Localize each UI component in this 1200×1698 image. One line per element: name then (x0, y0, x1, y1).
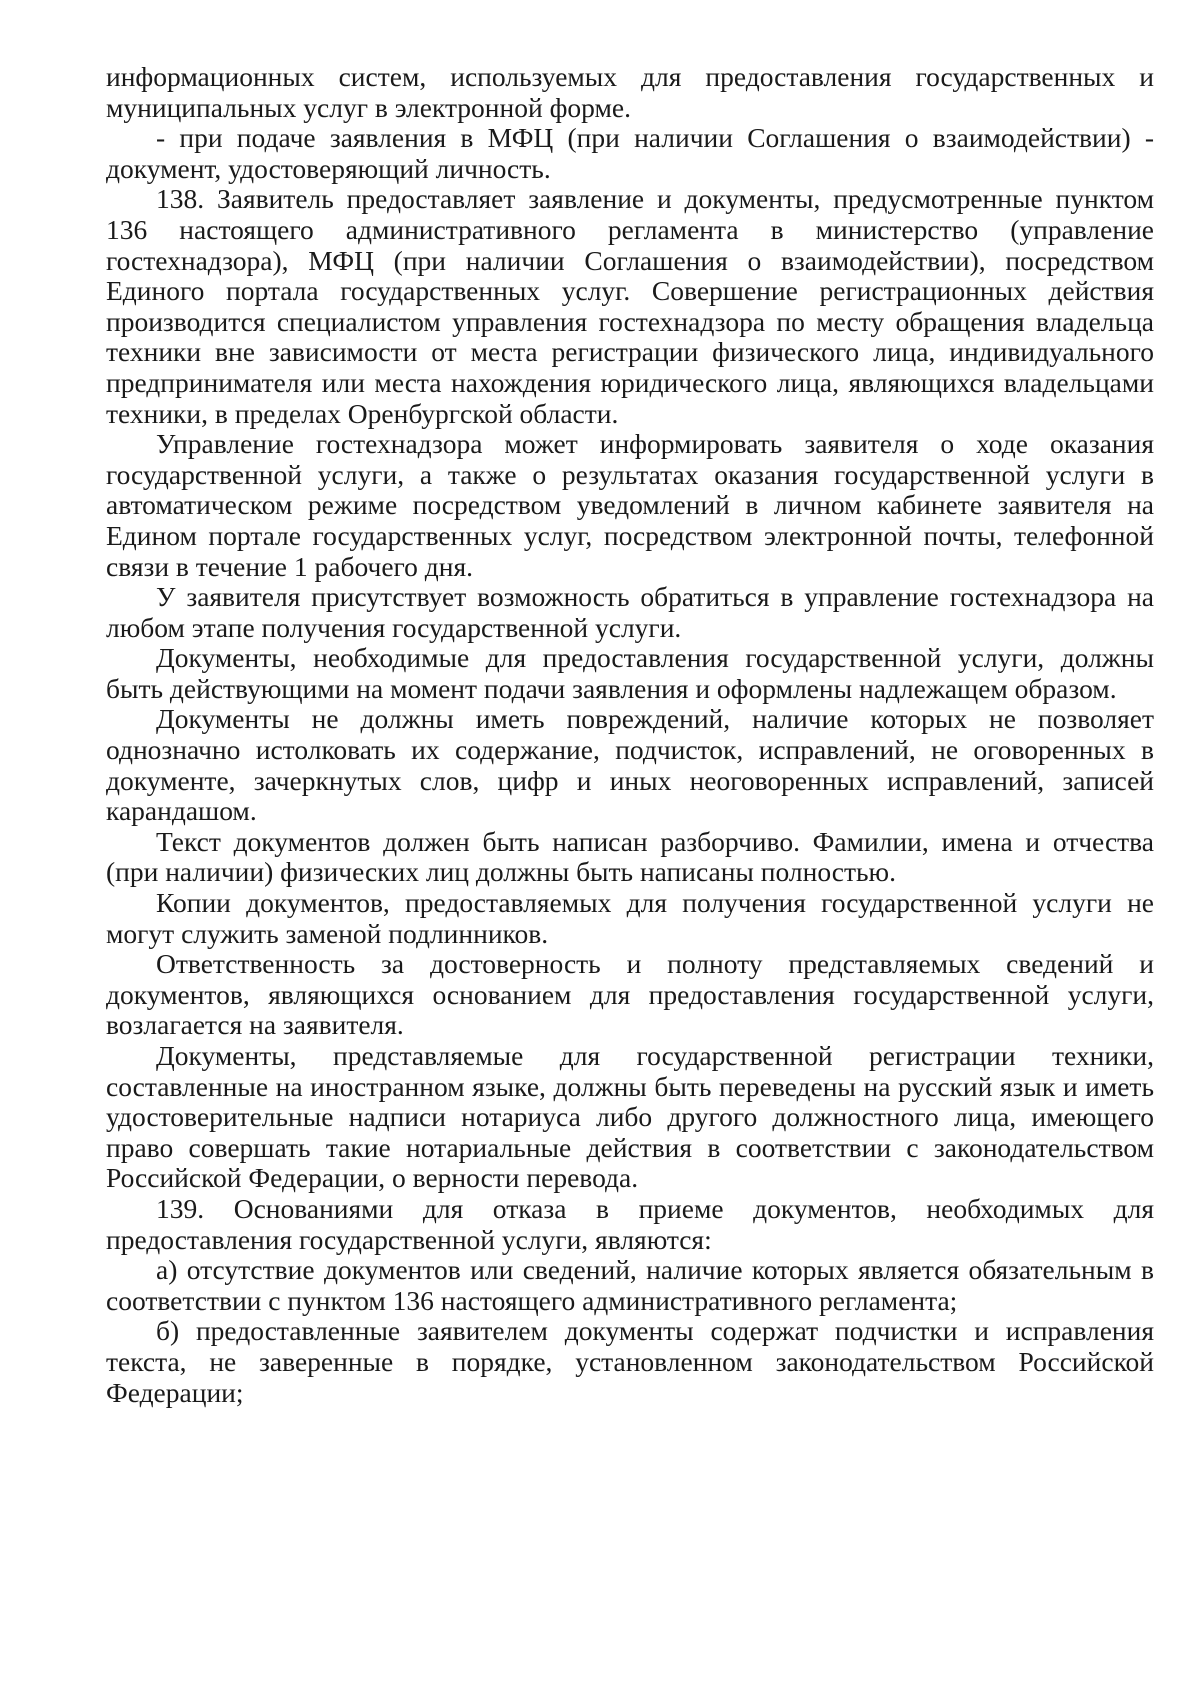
paragraph-no-damage: Документы не должны иметь повреждений, наличие которых не позволяет однозначно истолковать их содержание, подчисток, исправлений, не оговоренных в документе, зачеркнутых слов, цифр и иных неоговоренных исправлений, записей карандашом. (106, 703, 1154, 827)
paragraph-foreign-language: Документы, представляемые для государственной регистрации техники, составленные на иностранном языке, должны быть переведены на русский язык и иметь удостоверительные надписи нотариуса либо другого должностного лица, имеющего право совершать такие нотариальные действия в соответствии с законодательством Российской Федерации, о верности перевода. (106, 1040, 1154, 1194)
paragraph-valid-documents: Документы, необходимые для предоставления государственной услуги, должны быть действующими на момент подачи заявления и оформлены надлежащем образом. (106, 642, 1154, 704)
paragraph-copies: Копии документов, предоставляемых для получения государственной услуги не могут служить заменой подлинников. (106, 887, 1154, 949)
paragraph-responsibility: Ответственность за достоверность и полноту представляемых сведений и документов, являющихся основанием для предоставления государственной услуги, возлагается на заявителя. (106, 948, 1154, 1041)
paragraph-139: 139. Основаниями для отказа в приеме документов, необходимых для предоставления государственной услуги, являются: (106, 1192, 1154, 1255)
paragraph-138: 138. Заявитель предоставляет заявление и документы, предусмотренные пунктом 136 настоящего административного регламента в министерство (управление гостехнадзора), МФЦ (при наличии Соглашения о взаимодействии), посредством Единого портала государственных услуг. Совершение регистрационных действия производится специалистом управления гостехнадзора по месту обращения владельца техники вне зависимости от места регистрации физического лица, индивидуального предпринимателя или места нахождения юридического лица, являющихся владельцами техники, в пределах Оренбургской области. (106, 183, 1154, 429)
paragraph-legible-text: Текст документов должен быть написан разборчиво. Фамилии, имена и отчества (при наличии) физических лиц должны быть написаны полностью. (106, 825, 1154, 888)
paragraph-notifications: Управление гостехнадзора может информировать заявителя о ходе оказания государственной услуги, а также о результатах оказания государственной услуги в автоматическом режиме посредством уведомлений в личном кабинете заявителя на Едином портале государственных услуг, посредством электронной почты, телефонной связи в течение 1 рабочего дня. (106, 428, 1154, 582)
paragraph-continuation: информационных систем, используемых для предоставления государственных и муниципальных услуг в электронной форме. (106, 61, 1154, 123)
paragraph-appeal-possibility: У заявителя присутствует возможность обратиться в управление гостехнадзора на любом этапе получения государственной услуги. (106, 581, 1154, 643)
paragraph-139-a: а) отсутствие документов или сведений, наличие которых является обязательным в соответствии с пунктом 136 настоящего административного регламента; (106, 1254, 1154, 1316)
paragraph-139-b: б) предоставленные заявителем документы содержат подчистки и исправления текста, не заверенные в порядке, установленном законодательством Российской Федерации; (106, 1315, 1154, 1408)
paragraph-mfc-identity: - при подаче заявления в МФЦ (при наличии Соглашения о взаимодействии) - документ, удостоверяющий личность. (106, 122, 1154, 184)
document-body (106, 62, 1154, 1408)
